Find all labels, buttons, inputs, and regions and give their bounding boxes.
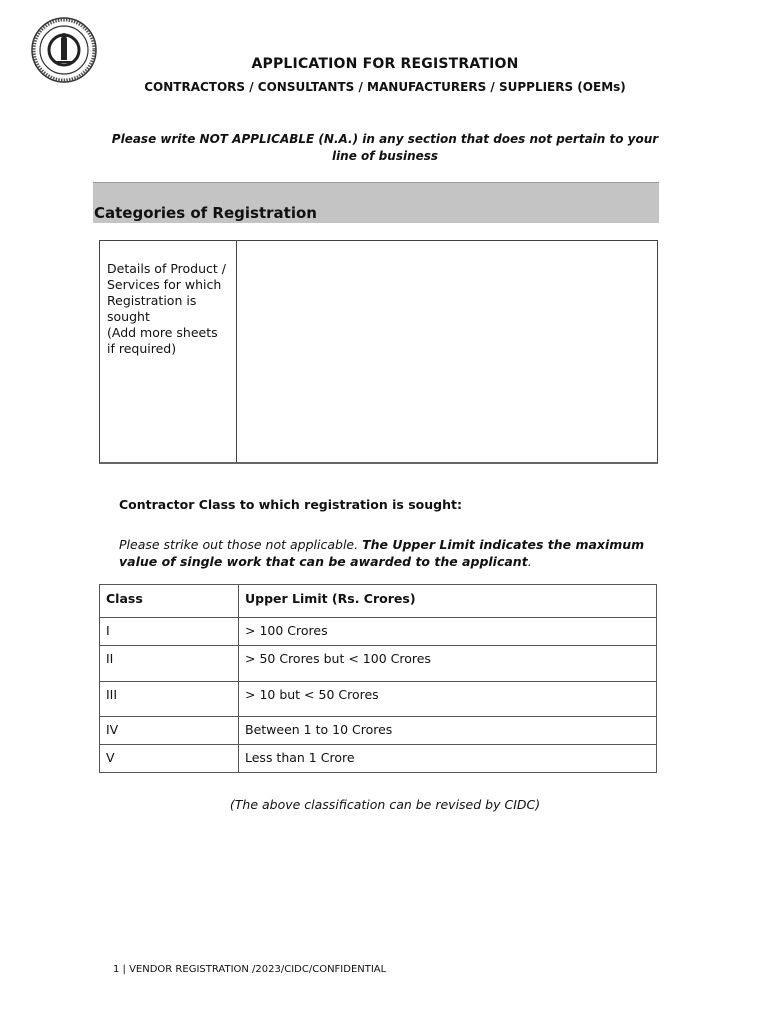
limit-cell: > 100 Crores <box>239 618 657 646</box>
contractor-instruction <box>119 536 664 570</box>
details-table <box>99 240 658 464</box>
column-header-class: Class <box>100 585 239 618</box>
limit-cell: Between 1 to 10 Crores <box>239 717 657 745</box>
class-table <box>99 584 657 773</box>
page-subtitle: CONTRACTORS / CONSULTANTS / MANUFACTURERS / SUPPLIERS (OEMs) <box>144 80 626 94</box>
table-header-row <box>100 585 657 618</box>
instruction-end: . <box>527 554 532 569</box>
limit-cell: > 10 but < 50 Crores <box>239 682 657 717</box>
column-header-upper-limit: Upper Limit (Rs. Crores) <box>239 585 657 618</box>
class-cell: V <box>100 745 239 773</box>
limit-cell: Less than 1 Crore <box>239 745 657 773</box>
class-cell: I <box>100 618 239 646</box>
instruction-plain: Please strike out those not applicable. <box>119 537 363 552</box>
class-cell: II <box>100 646 239 682</box>
cidc-seal-logo <box>30 16 98 84</box>
instruction-bold: The Upper Limit indicates the maximum value of single work that can be awarded to the applicant <box>119 537 645 569</box>
details-label: Details of Product / Services for which Registration is sought (Add more sheets if required) <box>100 241 237 462</box>
instruction-note: Please write NOT APPLICABLE (N.A.) in any section that does not pertain to your line of business <box>111 132 659 163</box>
page-title: APPLICATION FOR REGISTRATION <box>251 56 519 72</box>
table-row <box>100 646 657 682</box>
page-footer: 1 | VENDOR REGISTRATION /2023/CIDC/CONFIDENTIAL <box>113 964 387 975</box>
details-input-area[interactable] <box>238 241 657 462</box>
table-row <box>100 717 657 745</box>
class-cell: IV <box>100 717 239 745</box>
class-cell: III <box>100 682 239 717</box>
section-title: Categories of Registration <box>94 204 317 222</box>
limit-cell: > 50 Crores but < 100 Crores <box>239 646 657 682</box>
table-row <box>100 618 657 646</box>
classification-note: (The above classification can be revised by CIDC) <box>229 797 541 812</box>
table-row <box>100 745 657 773</box>
table-row <box>100 682 657 717</box>
contractor-class-heading: Contractor Class to which registration is sought: <box>119 497 462 512</box>
section-header-bar <box>93 182 659 223</box>
